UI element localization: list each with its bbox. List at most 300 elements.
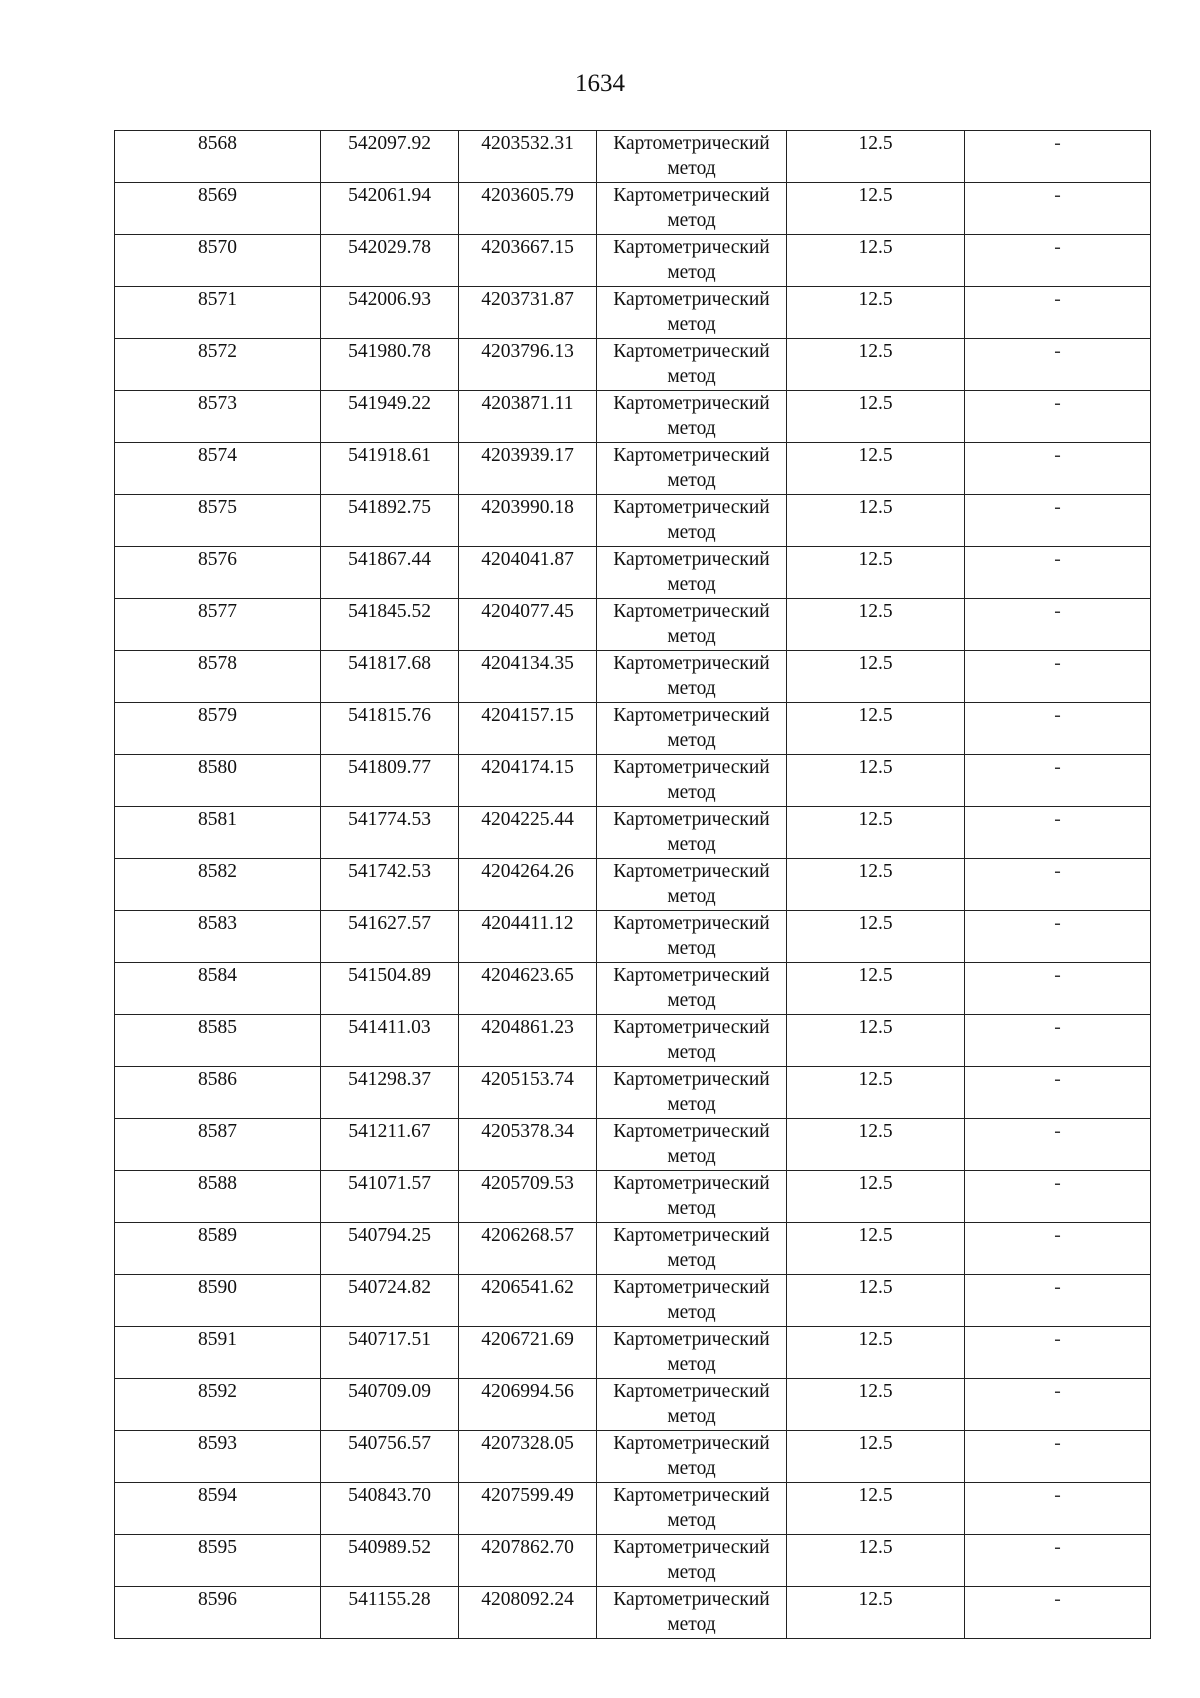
accuracy-cell	[787, 1119, 965, 1171]
accuracy-cell	[787, 1587, 965, 1639]
note-cell	[965, 1223, 1151, 1275]
note-cell	[965, 1067, 1151, 1119]
note-cell	[965, 807, 1151, 859]
note-cell	[965, 1015, 1151, 1067]
note-text: -	[1054, 133, 1061, 154]
x-coordinate-text: 540843.70	[348, 1485, 431, 1506]
point-number-text: 8581	[198, 809, 237, 830]
table-row	[115, 859, 1151, 911]
y-coordinate-text: 4204077.45	[481, 601, 574, 622]
method-cell	[597, 911, 787, 963]
table-row	[115, 183, 1151, 235]
method-cell	[597, 339, 787, 391]
y-coordinate-cell	[459, 599, 597, 651]
x-coordinate-text: 541815.76	[348, 705, 431, 726]
method-text: Картометрический метод	[613, 185, 770, 231]
x-coordinate-text: 541817.68	[348, 653, 431, 674]
y-coordinate-cell	[459, 1067, 597, 1119]
coordinates-table	[114, 130, 1151, 1639]
table-row	[115, 1379, 1151, 1431]
x-coordinate-cell	[321, 599, 459, 651]
note-text: -	[1054, 1121, 1061, 1142]
note-text: -	[1054, 1537, 1061, 1558]
point-number-cell	[115, 703, 321, 755]
accuracy-text: 12.5	[858, 1173, 893, 1194]
point-number-text: 8594	[198, 1485, 237, 1506]
y-coordinate-text: 4204041.87	[481, 549, 574, 570]
method-text: Картометрический метод	[613, 653, 770, 699]
y-coordinate-text: 4205153.74	[481, 1069, 574, 1090]
method-cell	[597, 599, 787, 651]
note-cell	[965, 1535, 1151, 1587]
y-coordinate-cell	[459, 131, 597, 183]
accuracy-text: 12.5	[858, 1537, 893, 1558]
y-coordinate-cell	[459, 1483, 597, 1535]
method-cell	[597, 1379, 787, 1431]
accuracy-text: 12.5	[858, 289, 893, 310]
note-cell	[965, 859, 1151, 911]
point-number-cell	[115, 599, 321, 651]
accuracy-text: 12.5	[858, 549, 893, 570]
note-text: -	[1054, 237, 1061, 258]
y-coordinate-text: 4203605.79	[481, 185, 574, 206]
x-coordinate-cell	[321, 1535, 459, 1587]
y-coordinate-text: 4204174.15	[481, 757, 574, 778]
y-coordinate-text: 4204861.23	[481, 1017, 574, 1038]
point-number-cell	[115, 1171, 321, 1223]
x-coordinate-cell	[321, 807, 459, 859]
method-text: Картометрический метод	[613, 497, 770, 543]
accuracy-cell	[787, 755, 965, 807]
x-coordinate-cell	[321, 1431, 459, 1483]
accuracy-cell	[787, 1535, 965, 1587]
note-cell	[965, 131, 1151, 183]
x-coordinate-text: 541918.61	[348, 445, 431, 466]
accuracy-cell	[787, 963, 965, 1015]
note-cell	[965, 963, 1151, 1015]
accuracy-text: 12.5	[858, 653, 893, 674]
point-number-text: 8571	[198, 289, 237, 310]
y-coordinate-text: 4204157.15	[481, 705, 574, 726]
method-text: Картометрический метод	[613, 1173, 770, 1219]
x-coordinate-text: 540756.57	[348, 1433, 431, 1454]
method-cell	[597, 1275, 787, 1327]
x-coordinate-text: 541211.67	[348, 1121, 431, 1142]
accuracy-cell	[787, 1171, 965, 1223]
point-number-cell	[115, 755, 321, 807]
y-coordinate-cell	[459, 547, 597, 599]
note-cell	[965, 911, 1151, 963]
method-text: Картометрический метод	[613, 1121, 770, 1167]
point-number-cell	[115, 131, 321, 183]
accuracy-cell	[787, 1483, 965, 1535]
method-text: Картометрический метод	[613, 393, 770, 439]
y-coordinate-cell	[459, 235, 597, 287]
point-number-cell	[115, 911, 321, 963]
point-number-text: 8573	[198, 393, 237, 414]
note-cell	[965, 1119, 1151, 1171]
point-number-cell	[115, 1483, 321, 1535]
note-text: -	[1054, 1017, 1061, 1038]
y-coordinate-cell	[459, 1015, 597, 1067]
method-text: Картометрический метод	[613, 237, 770, 283]
x-coordinate-text: 540709.09	[348, 1381, 431, 1402]
x-coordinate-text: 542061.94	[348, 185, 431, 206]
y-coordinate-text: 4206541.62	[481, 1277, 574, 1298]
y-coordinate-cell	[459, 703, 597, 755]
method-cell	[597, 703, 787, 755]
note-text: -	[1054, 185, 1061, 206]
table-row	[115, 1587, 1151, 1639]
method-cell	[597, 755, 787, 807]
y-coordinate-cell	[459, 807, 597, 859]
accuracy-text: 12.5	[858, 1433, 893, 1454]
note-text: -	[1054, 1225, 1061, 1246]
note-cell	[965, 495, 1151, 547]
point-number-text: 8586	[198, 1069, 237, 1090]
method-cell	[597, 131, 787, 183]
note-cell	[965, 287, 1151, 339]
point-number-text: 8570	[198, 237, 237, 258]
y-coordinate-cell	[459, 1119, 597, 1171]
x-coordinate-text: 541071.57	[348, 1173, 431, 1194]
accuracy-text: 12.5	[858, 861, 893, 882]
note-text: -	[1054, 1329, 1061, 1350]
table-row	[115, 651, 1151, 703]
accuracy-cell	[787, 183, 965, 235]
accuracy-cell	[787, 235, 965, 287]
point-number-cell	[115, 807, 321, 859]
y-coordinate-cell	[459, 495, 597, 547]
accuracy-text: 12.5	[858, 341, 893, 362]
accuracy-cell	[787, 1015, 965, 1067]
method-text: Картометрический метод	[613, 861, 770, 907]
note-text: -	[1054, 653, 1061, 674]
x-coordinate-cell	[321, 443, 459, 495]
x-coordinate-cell	[321, 1587, 459, 1639]
x-coordinate-text: 541411.03	[348, 1017, 431, 1038]
note-text: -	[1054, 1069, 1061, 1090]
note-cell	[965, 1379, 1151, 1431]
y-coordinate-text: 4205378.34	[481, 1121, 574, 1142]
x-coordinate-text: 540717.51	[348, 1329, 431, 1350]
method-cell	[597, 1015, 787, 1067]
y-coordinate-text: 4203990.18	[481, 497, 574, 518]
method-text: Картометрический метод	[613, 289, 770, 335]
y-coordinate-cell	[459, 1587, 597, 1639]
accuracy-text: 12.5	[858, 133, 893, 154]
note-cell	[965, 703, 1151, 755]
method-cell	[597, 1535, 787, 1587]
accuracy-text: 12.5	[858, 1589, 893, 1610]
point-number-text: 8577	[198, 601, 237, 622]
accuracy-cell	[787, 1431, 965, 1483]
x-coordinate-cell	[321, 911, 459, 963]
table-row	[115, 1119, 1151, 1171]
method-text: Картометрический метод	[613, 1485, 770, 1531]
x-coordinate-cell	[321, 1275, 459, 1327]
accuracy-cell	[787, 391, 965, 443]
point-number-text: 8582	[198, 861, 237, 882]
y-coordinate-text: 4204225.44	[481, 809, 574, 830]
y-coordinate-cell	[459, 963, 597, 1015]
y-coordinate-text: 4206994.56	[481, 1381, 574, 1402]
table-row	[115, 1483, 1151, 1535]
x-coordinate-cell	[321, 963, 459, 1015]
y-coordinate-cell	[459, 287, 597, 339]
y-coordinate-text: 4206721.69	[481, 1329, 574, 1350]
accuracy-text: 12.5	[858, 965, 893, 986]
method-cell	[597, 651, 787, 703]
method-text: Картометрический метод	[613, 1537, 770, 1583]
note-text: -	[1054, 965, 1061, 986]
point-number-cell	[115, 1431, 321, 1483]
point-number-cell	[115, 1015, 321, 1067]
y-coordinate-cell	[459, 755, 597, 807]
table-row	[115, 235, 1151, 287]
note-cell	[965, 235, 1151, 287]
method-cell	[597, 1119, 787, 1171]
note-cell	[965, 339, 1151, 391]
accuracy-text: 12.5	[858, 809, 893, 830]
accuracy-text: 12.5	[858, 237, 893, 258]
method-cell	[597, 1067, 787, 1119]
point-number-cell	[115, 287, 321, 339]
point-number-cell	[115, 963, 321, 1015]
y-coordinate-text: 4205709.53	[481, 1173, 574, 1194]
point-number-text: 8578	[198, 653, 237, 674]
table-row	[115, 1327, 1151, 1379]
point-number-cell	[115, 495, 321, 547]
accuracy-text: 12.5	[858, 185, 893, 206]
note-text: -	[1054, 861, 1061, 882]
method-text: Картометрический метод	[613, 601, 770, 647]
point-number-text: 8568	[198, 133, 237, 154]
note-text: -	[1054, 1381, 1061, 1402]
note-cell	[965, 1483, 1151, 1535]
note-cell	[965, 651, 1151, 703]
note-text: -	[1054, 1277, 1061, 1298]
note-text: -	[1054, 1173, 1061, 1194]
accuracy-cell	[787, 703, 965, 755]
note-text: -	[1054, 1589, 1061, 1610]
point-number-cell	[115, 1119, 321, 1171]
x-coordinate-cell	[321, 339, 459, 391]
x-coordinate-cell	[321, 1171, 459, 1223]
point-number-cell	[115, 1327, 321, 1379]
table-row	[115, 963, 1151, 1015]
y-coordinate-cell	[459, 183, 597, 235]
x-coordinate-cell	[321, 391, 459, 443]
y-coordinate-cell	[459, 911, 597, 963]
table-row	[115, 443, 1151, 495]
table-row	[115, 1275, 1151, 1327]
y-coordinate-text: 4204411.12	[481, 913, 574, 934]
note-text: -	[1054, 913, 1061, 934]
x-coordinate-text: 542029.78	[348, 237, 431, 258]
point-number-text: 8574	[198, 445, 237, 466]
y-coordinate-text: 4204264.26	[481, 861, 574, 882]
point-number-text: 8579	[198, 705, 237, 726]
accuracy-text: 12.5	[858, 913, 893, 934]
method-text: Картометрический метод	[613, 1381, 770, 1427]
accuracy-text: 12.5	[858, 757, 893, 778]
note-text: -	[1054, 341, 1061, 362]
method-cell	[597, 859, 787, 911]
y-coordinate-cell	[459, 859, 597, 911]
method-cell	[597, 1171, 787, 1223]
table-row	[115, 911, 1151, 963]
point-number-cell	[115, 235, 321, 287]
x-coordinate-cell	[321, 1067, 459, 1119]
y-coordinate-text: 4204134.35	[481, 653, 574, 674]
method-cell	[597, 287, 787, 339]
y-coordinate-text: 4203532.31	[481, 133, 574, 154]
y-coordinate-text: 4203871.11	[481, 393, 574, 414]
accuracy-cell	[787, 599, 965, 651]
x-coordinate-cell	[321, 1327, 459, 1379]
note-text: -	[1054, 1433, 1061, 1454]
note-cell	[965, 183, 1151, 235]
x-coordinate-cell	[321, 755, 459, 807]
accuracy-cell	[787, 287, 965, 339]
accuracy-text: 12.5	[858, 393, 893, 414]
method-cell	[597, 807, 787, 859]
method-cell	[597, 495, 787, 547]
y-coordinate-cell	[459, 391, 597, 443]
point-number-text: 8588	[198, 1173, 237, 1194]
x-coordinate-cell	[321, 183, 459, 235]
x-coordinate-cell	[321, 651, 459, 703]
accuracy-cell	[787, 1223, 965, 1275]
point-number-text: 8593	[198, 1433, 237, 1454]
note-cell	[965, 599, 1151, 651]
method-text: Картометрический метод	[613, 757, 770, 803]
method-cell	[597, 963, 787, 1015]
point-number-cell	[115, 1223, 321, 1275]
point-number-cell	[115, 183, 321, 235]
table-row	[115, 1067, 1151, 1119]
y-coordinate-text: 4203731.87	[481, 289, 574, 310]
method-cell	[597, 391, 787, 443]
method-text: Картометрический метод	[613, 1069, 770, 1115]
accuracy-cell	[787, 859, 965, 911]
y-coordinate-text: 4204623.65	[481, 965, 574, 986]
method-text: Картометрический метод	[613, 1433, 770, 1479]
note-text: -	[1054, 757, 1061, 778]
point-number-text: 8580	[198, 757, 237, 778]
y-coordinate-cell	[459, 443, 597, 495]
point-number-cell	[115, 1379, 321, 1431]
table-row	[115, 807, 1151, 859]
y-coordinate-text: 4207599.49	[481, 1485, 574, 1506]
y-coordinate-cell	[459, 1327, 597, 1379]
y-coordinate-text: 4208092.24	[481, 1589, 574, 1610]
accuracy-cell	[787, 547, 965, 599]
method-text: Картометрический метод	[613, 705, 770, 751]
point-number-text: 8596	[198, 1589, 237, 1610]
accuracy-cell	[787, 339, 965, 391]
y-coordinate-text: 4203796.13	[481, 341, 574, 362]
accuracy-text: 12.5	[858, 1381, 893, 1402]
accuracy-text: 12.5	[858, 601, 893, 622]
table-row	[115, 1015, 1151, 1067]
note-text: -	[1054, 1485, 1061, 1506]
accuracy-text: 12.5	[858, 1225, 893, 1246]
accuracy-cell	[787, 443, 965, 495]
x-coordinate-cell	[321, 131, 459, 183]
note-text: -	[1054, 497, 1061, 518]
note-text: -	[1054, 601, 1061, 622]
point-number-text: 8595	[198, 1537, 237, 1558]
note-text: -	[1054, 445, 1061, 466]
accuracy-text: 12.5	[858, 1277, 893, 1298]
point-number-cell	[115, 1275, 321, 1327]
method-cell	[597, 1431, 787, 1483]
point-number-text: 8591	[198, 1329, 237, 1350]
accuracy-cell	[787, 1275, 965, 1327]
accuracy-text: 12.5	[858, 705, 893, 726]
x-coordinate-text: 541742.53	[348, 861, 431, 882]
accuracy-text: 12.5	[858, 1121, 893, 1142]
point-number-cell	[115, 339, 321, 391]
point-number-cell	[115, 547, 321, 599]
x-coordinate-cell	[321, 287, 459, 339]
method-cell	[597, 1483, 787, 1535]
accuracy-cell	[787, 651, 965, 703]
method-text: Картометрический метод	[613, 549, 770, 595]
x-coordinate-text: 541845.52	[348, 601, 431, 622]
method-text: Картометрический метод	[613, 1329, 770, 1375]
y-coordinate-cell	[459, 1535, 597, 1587]
x-coordinate-cell	[321, 495, 459, 547]
x-coordinate-text: 542097.92	[348, 133, 431, 154]
accuracy-text: 12.5	[858, 445, 893, 466]
point-number-text: 8576	[198, 549, 237, 570]
x-coordinate-text: 541892.75	[348, 497, 431, 518]
method-text: Картометрический метод	[613, 1225, 770, 1271]
accuracy-cell	[787, 495, 965, 547]
y-coordinate-cell	[459, 1379, 597, 1431]
method-cell	[597, 1587, 787, 1639]
table-row	[115, 391, 1151, 443]
note-cell	[965, 391, 1151, 443]
table-row	[115, 287, 1151, 339]
y-coordinate-text: 4206268.57	[481, 1225, 574, 1246]
accuracy-text: 12.5	[858, 1485, 893, 1506]
method-cell	[597, 547, 787, 599]
table-row	[115, 1431, 1151, 1483]
method-text: Картометрический метод	[613, 133, 770, 179]
x-coordinate-cell	[321, 859, 459, 911]
note-text: -	[1054, 393, 1061, 414]
y-coordinate-text: 4207328.05	[481, 1433, 574, 1454]
x-coordinate-text: 541298.37	[348, 1069, 431, 1090]
x-coordinate-cell	[321, 1119, 459, 1171]
point-number-text: 8584	[198, 965, 237, 986]
point-number-text: 8590	[198, 1277, 237, 1298]
x-coordinate-text: 540724.82	[348, 1277, 431, 1298]
method-text: Картометрический метод	[613, 809, 770, 855]
x-coordinate-cell	[321, 703, 459, 755]
point-number-text: 8587	[198, 1121, 237, 1142]
method-text: Картометрический метод	[613, 965, 770, 1011]
accuracy-text: 12.5	[858, 1069, 893, 1090]
table-row	[115, 547, 1151, 599]
note-text: -	[1054, 809, 1061, 830]
accuracy-text: 12.5	[858, 497, 893, 518]
method-cell	[597, 1327, 787, 1379]
